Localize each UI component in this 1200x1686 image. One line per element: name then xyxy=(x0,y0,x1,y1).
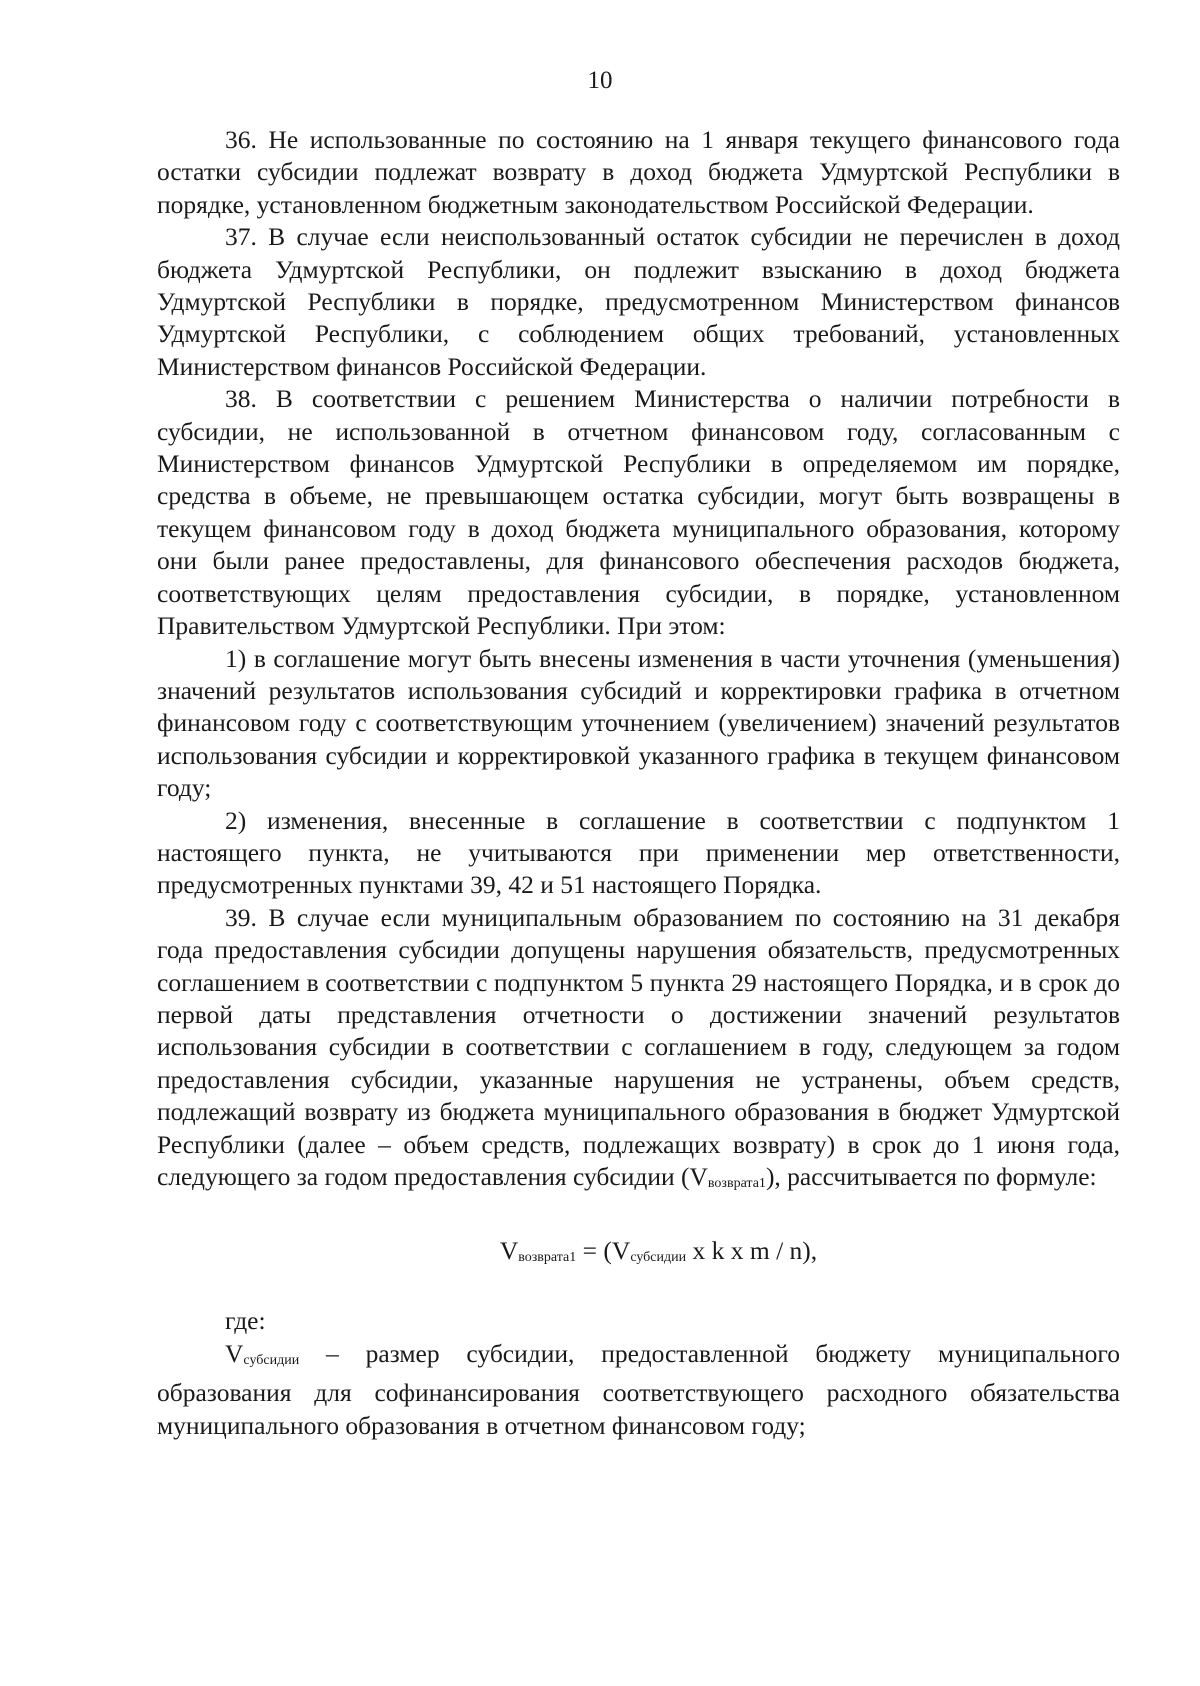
formula-v: V xyxy=(499,1236,519,1266)
paragraph-39-main: 39. В случае если муниципальным образованием по состоянию на 31 декабря года предоставления субсидии допущены нарушения обязательств, предусмотренных соглашением в соответствии с подпунктом 5 пункта 29 настоящего Порядка, и в срок до первой даты представления отчетности о достижении значений результатов использования субсидии в соответствии с соглашением в году, следующем за годом предоставления субсидии, указанные нарушения не устранены, объем средств, подлежащий возврату из бюджета муниципального образования в бюджет Удмуртской Республики (далее – объем средств, подлежащих возврату) в срок до 1 июня года, следующего за годом предоставления субсидии (V xyxy=(157,902,1120,1191)
paragraph-38: 38. В соответствии с решением Министерства о наличии потребности в субсидии, не использованной в отчетном финансовом году, согласованным с Министерством финансов Удмуртской Республики в определяемом им порядке, средства в объеме, не превышающем остатка субсидии, могут быть возвращены в текущем финансовом году в доход бюджета муниципального образования, которому они были ранее предоставлены, для финансового обеспечения расходов бюджета, соответствующих целям предоставления субсидии, в порядке, установленном Правительством Удмуртской Республики. При этом: xyxy=(157,384,1120,641)
paragraph-38-item-2: 2) изменения, внесенные в соглашение в соответствии с подпунктом 1 настоящего пункта, не учитываются при применении мер ответственности, предусмотренных пунктами 39, 42 и 51 настоящего Порядка. xyxy=(157,805,1120,900)
document-body xyxy=(157,124,1120,1442)
formula-rhs-subscript: субсидии xyxy=(630,1250,687,1266)
definition-v-subsidy xyxy=(157,1338,1120,1442)
paragraph-39 xyxy=(157,902,1120,1201)
paragraph-37: 37. В случае если неиспользованный остаток субсидии не перечислен в доход бюджета Удмуртской Республики, он подлежит взысканию в доход бюджета Удмуртской Республики в порядке, предусмотренном Министерством финансов Удмуртской Республики, с соблюдением общих требований, установленных Министерством финансов Российской Федерации. xyxy=(157,222,1120,381)
where-label: где: xyxy=(225,1306,266,1336)
formula-lhs-subscript: возврата1 xyxy=(518,1250,577,1266)
definition-text: – размер субсидии, предоставленной бюджету муниципального образования для софинансирования соответствующего расходного обязательства муниципального образования в отчетном финансовом году; xyxy=(157,1338,1120,1440)
paragraph-36: 36. Не использованные по состоянию на 1 января текущего финансового года остатки субсидии подлежат возврату в доход бюджета Удмуртской Республики в порядке, установленном бюджетным законодательством Российской Федерации. xyxy=(157,125,1120,219)
definition-subscript: субсидии xyxy=(243,1352,300,1368)
paragraph-39-subscript: возврата1 xyxy=(707,1176,766,1191)
formula-equals: = (V xyxy=(576,1236,631,1266)
paragraph-39-tail: ), рассчитывается по формуле: xyxy=(765,1162,1097,1191)
page-number: 10 xyxy=(587,67,613,94)
definition-symbol: V xyxy=(225,1338,244,1368)
formula-rest: x k x m / n), xyxy=(686,1236,818,1266)
formula xyxy=(157,1234,1120,1275)
paragraph-38-item-1: 1) в соглашение могут быть внесены изменения в части уточнения (уменьшения) значений результатов использования субсидий и корректировки графика в отчетном финансовом году с соответствующим уточнением (увеличением) значений результатов использования субсидии и корректировкой указанного графика в текущем финансовом году; xyxy=(157,643,1120,803)
